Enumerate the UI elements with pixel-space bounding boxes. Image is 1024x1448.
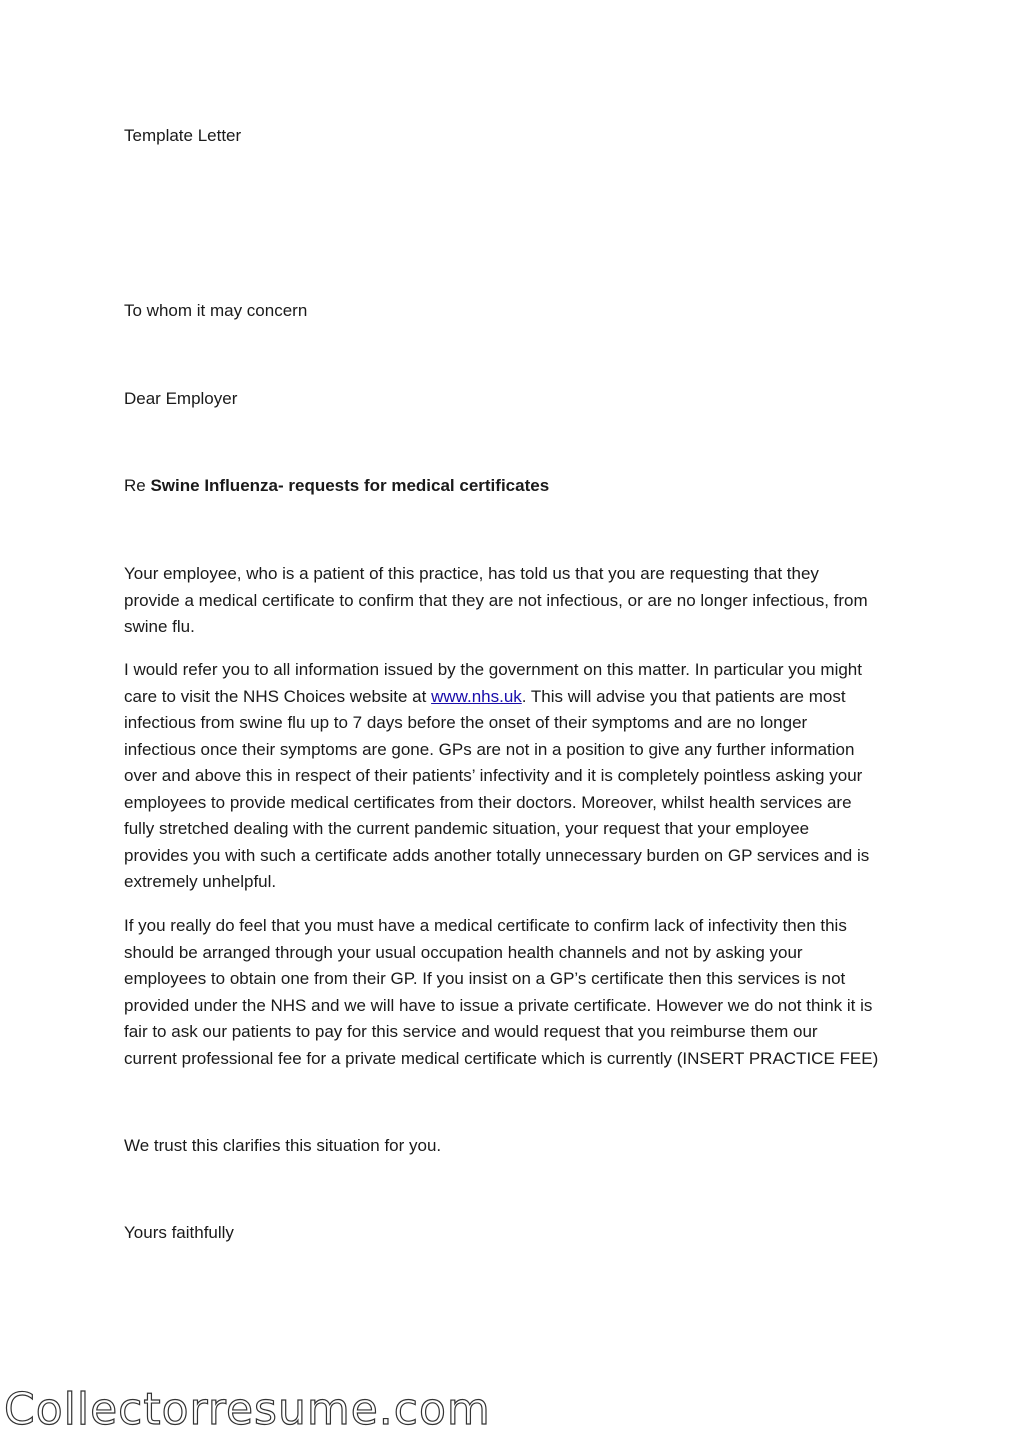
salutation-dear: Dear Employer	[124, 389, 238, 408]
paragraph-line	[124, 684, 904, 711]
paragraph-line: provide a medical certificate to confirm that they are not infectious, or are no longer infectious, from	[124, 590, 868, 610]
paragraph-line: employees to obtain one from their GP. If you insist on a GP’s certificate then this services is not	[124, 969, 846, 988]
paragraph-2	[124, 657, 904, 896]
paragraph-1	[124, 561, 904, 641]
closing-trust: We trust this clarifies this situation for you.	[124, 1136, 442, 1155]
paragraph-line: fully stretched dealing with the current pandemic situation, your request that your employee	[124, 819, 810, 838]
paragraph-line: current professional fee for a private medical certificate which is currently (INSERT PRACTICE FEE)	[124, 1048, 879, 1068]
paragraph-line: swine flu.	[124, 617, 195, 636]
paragraph-line: should be arranged through your usual occupation health channels and not by asking your	[124, 942, 803, 962]
paragraph-line: employees to provide medical certificates from their doctors. Moreover, whilst health services are	[124, 792, 852, 812]
watermark-text: Collectorresume.com	[4, 1384, 491, 1435]
paragraph-line: fair to ask our patients to pay for this service and would request that you reimburse them our	[124, 1022, 818, 1041]
paragraph-3	[124, 913, 904, 1072]
letter-heading: Template Letter	[124, 126, 242, 145]
paragraph-line: infectious once their symptoms are gone. GPs are not in a position to give any further information	[124, 739, 855, 759]
subject-line	[124, 476, 549, 496]
paragraph-line: provides you with such a certificate adds another totally unnecessary burden on GP services and is	[124, 845, 870, 865]
closing-yours-faithfully: Yours faithfully	[124, 1223, 234, 1242]
subject-title: Swine Influenza- requests for medical certificates	[150, 476, 550, 495]
text-segment: . This will advise you that patients are most	[521, 686, 846, 706]
salutation-to-whom: To whom it may concern	[124, 301, 308, 320]
paragraph-line: provided under the NHS and we will have to issue a private certificate. However we do not think it is	[124, 995, 873, 1015]
paragraph-line: infectious from swine flu up to 7 days before the onset of their symptoms and are no longer	[124, 713, 808, 732]
paragraph-line: over and above this in respect of their patients’ infectivity and it is completely pointless asking your	[124, 766, 863, 785]
subject-prefix: Re	[124, 476, 151, 495]
paragraph-line: extremely unhelpful.	[124, 872, 277, 891]
paragraph-line: If you really do feel that you must have a medical certificate to confirm lack of infectivity then this	[124, 916, 847, 935]
nhs-website-link[interactable]: www.nhs.uk	[431, 686, 522, 706]
paragraph-line: Your employee, who is a patient of this practice, has told us that you are requesting that they	[124, 564, 819, 583]
text-segment: care to visit the NHS Choices website at	[124, 686, 432, 706]
paragraph-line: I would refer you to all information issued by the government on this matter. In particular you might	[124, 660, 862, 679]
